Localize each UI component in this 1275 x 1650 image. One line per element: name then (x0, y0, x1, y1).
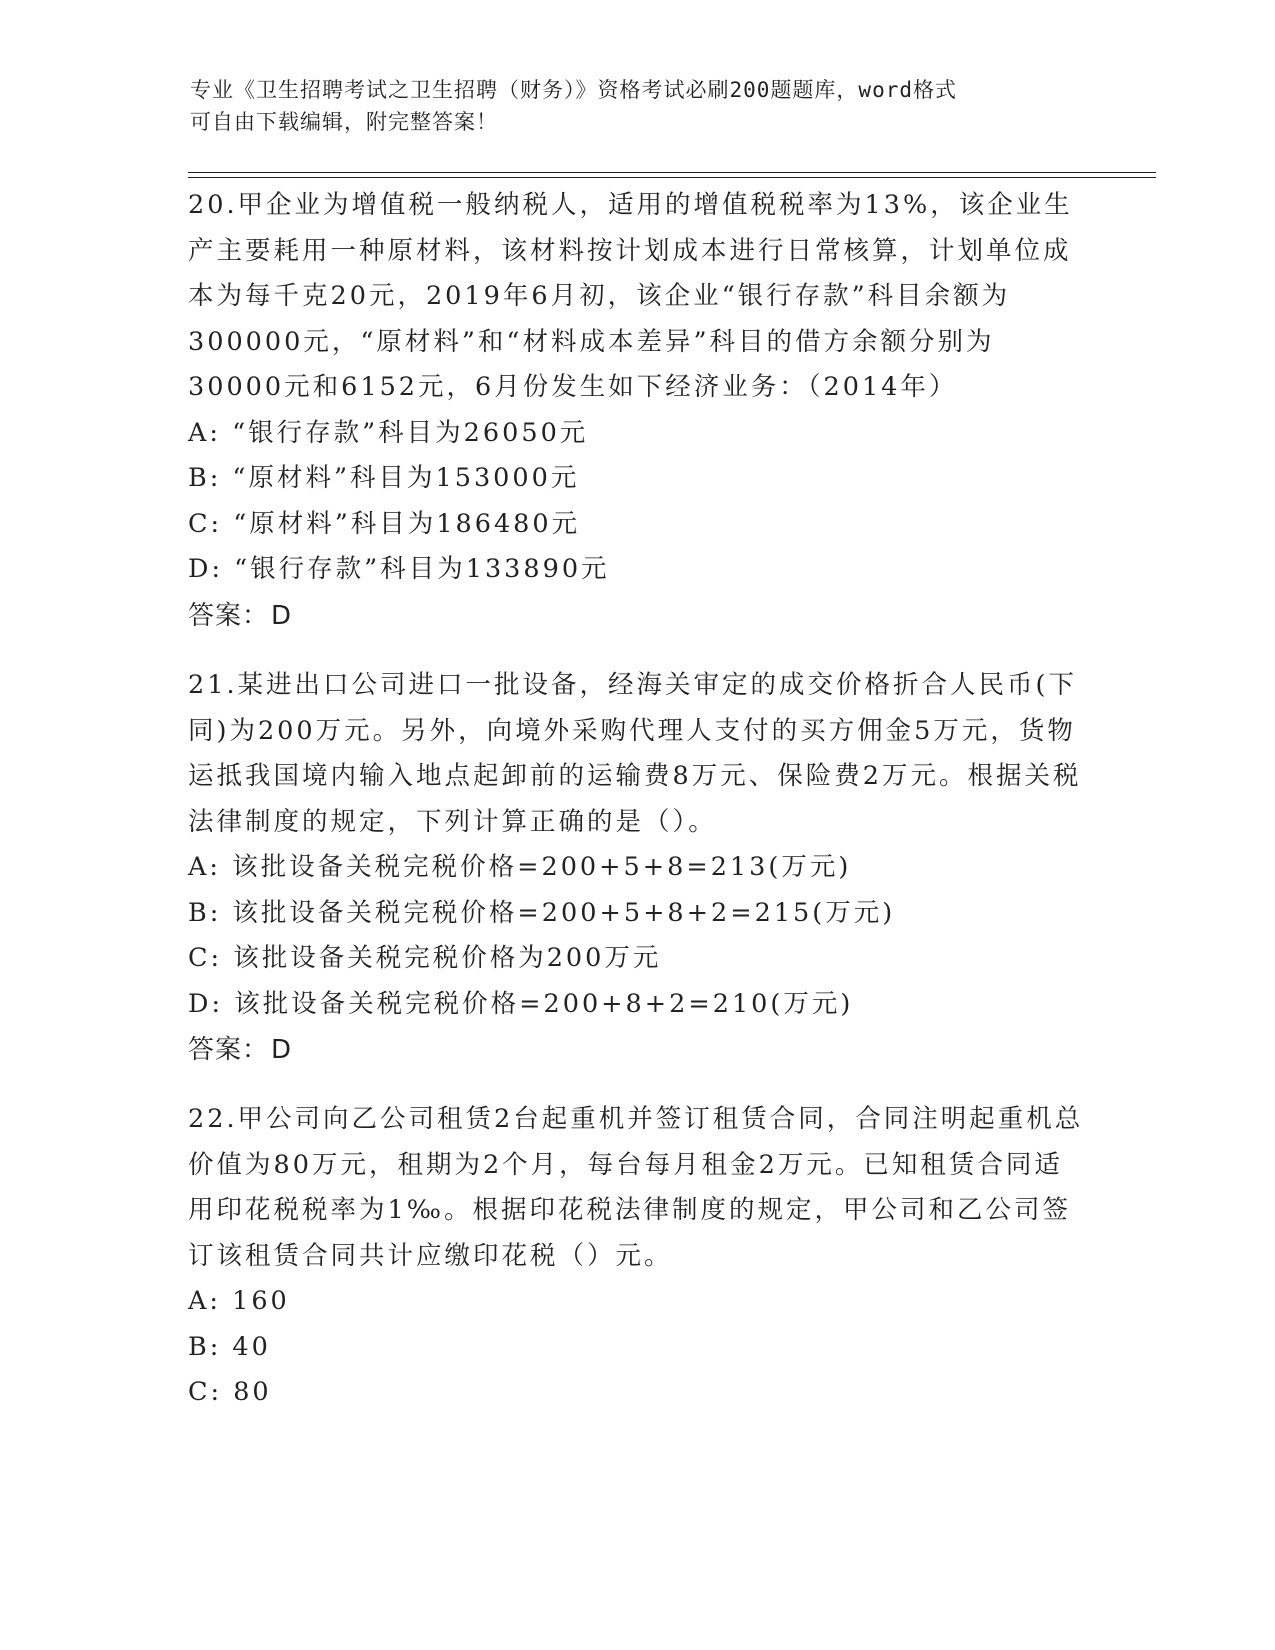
question-20 (188, 183, 1088, 639)
option-c: C: “原材料”科目为186480元 (188, 508, 581, 539)
option-b: B: 该批设备关税完税价格=200+5+8+2=215(万元) (188, 897, 896, 928)
answer-label: 答案： (188, 600, 270, 631)
question-21 (188, 663, 1088, 1073)
header-divider-bottom (188, 177, 1156, 178)
option-c: C: 该批设备关税完税价格为200万元 (188, 943, 662, 973)
option-d: D: “银行存款”科目为133890元 (188, 554, 610, 584)
question-stem: 21.某进出口公司进口一批设备，经海关审定的成交价格折合人民币(下同)为200万元。另外，向境外采购代理人支付的买方佣金5万元，货物运抵我国境内输入地点起卸前的运输费8万元、保险费2万元。根据关税法律制度的规定，下列计算正确的是（）。 (188, 670, 1082, 837)
header-divider-top (188, 172, 1156, 173)
answer-line (188, 593, 1088, 639)
option-d: D: 该批设备关税完税价格=200+8+2=210(万元) (188, 988, 854, 1019)
option-a: A: 160 (188, 1286, 290, 1316)
option-a: A: 该批设备关税完税价格=200+5+8=213(万元) (188, 852, 852, 882)
option-c: C: 80 (188, 1377, 272, 1407)
option-b: B: “原材料”科目为153000元 (188, 463, 580, 493)
option-b: B: 40 (188, 1331, 271, 1362)
question-22 (188, 1097, 1088, 1416)
header-line-2: 可自由下载编辑，附完整答案！ (190, 110, 498, 134)
answer-value: D (271, 600, 293, 631)
answer-value: D (271, 1035, 293, 1065)
header-line-1: 专业《卫生招聘考试之卫生招聘（财务）》资格考试必刷200题题库，word格式 (190, 78, 957, 102)
question-stem: 20.甲企业为增值税一般纳税人，适用的增值税税率为13%，该企业生产主要耗用一种原材料，该材料按计划成本进行日常核算，计划单位成本为每千克20元，2019年6月初，该企业“银行存款”科目余额为300000元，“原材料”和“材料成本差异”科目的借方余额分别为30000元和6152元，6月份发生如下经济业务：（2014年） (188, 190, 1073, 402)
answer-label: 答案： (188, 1035, 270, 1065)
question-stem: 22.甲公司向乙公司租赁2台起重机并签订租赁合同，合同注明起重机总价值为80万元，租期为2个月，每台每月租金2万元。已知租赁合同适用印花税税率为1‰。根据印花税法律制度的规定，甲公司和乙公司签订该租赁合同共计应缴印花税（）元。 (188, 1104, 1084, 1271)
answer-line (188, 1027, 1088, 1073)
option-a: A: “银行存款”科目为26050元 (188, 417, 589, 448)
document-header (190, 74, 1090, 138)
